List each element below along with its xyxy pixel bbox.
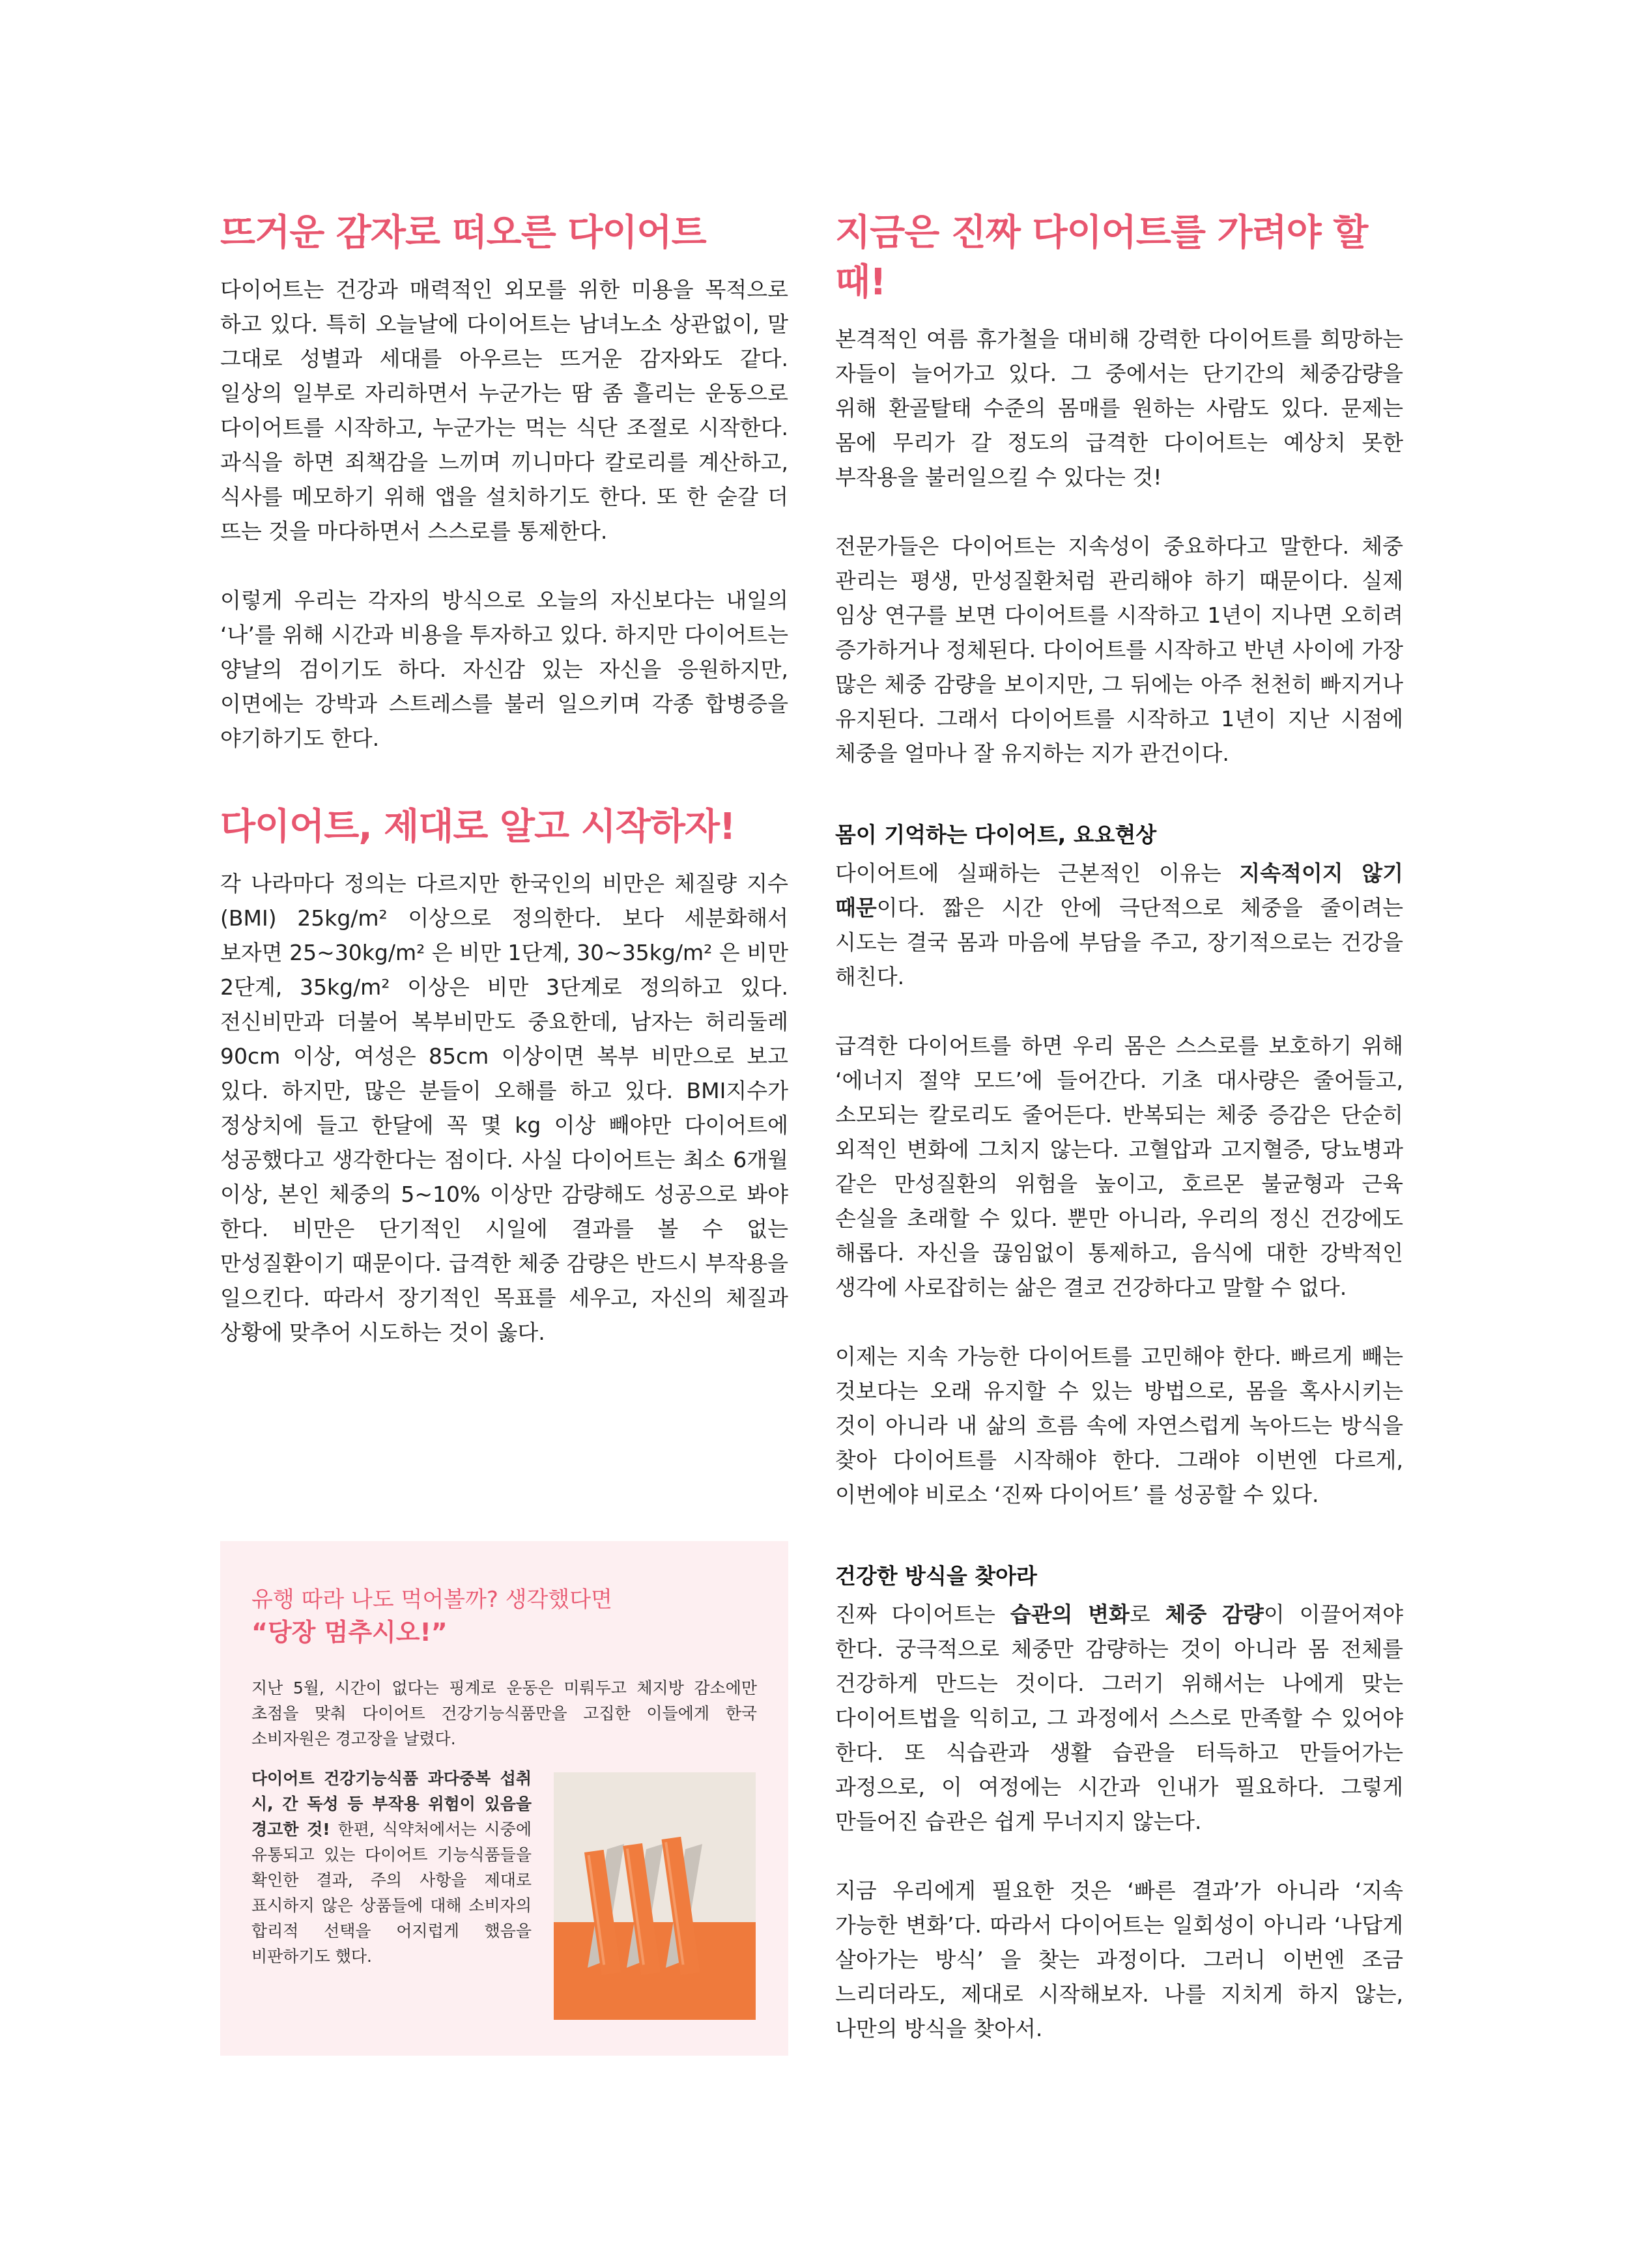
callout-rest: 한편, 식약처에서는 시중에 유통되고 있는 다이어트 기능식품들을 확인한 결과, 주의 사항을 제대로 표시하지 않은 상품들에 대해 소비자의 합리적 선택을 어지럽게 했음을 비판하기도 했다. bbox=[251, 1820, 532, 1966]
paragraph: 이렇게 우리는 각자의 방식으로 오늘의 자신보다는 내일의 ‘나’를 위해 시간과 비용을 투자하고 있다. 하지만 다이어트는 양날의 검이기도 하다. 자신감 있는 자신을 응원하지만, 이면에는 강박과 스트레스를 불러 일으키며 각종 합병증을 야기하기도 한다. bbox=[220, 588, 788, 751]
right-column bbox=[835, 208, 1403, 2046]
bold-phrase: 습관의 변화 bbox=[1010, 1602, 1130, 1627]
paragraph: 지금 우리에게 필요한 것은 ‘빠른 결과’가 아니라 ‘지속 가능한 변화’다. 따라서 다이어트는 일회성이 아니라 ‘나답게 살아가는 방식’ 을 찾는 과정이다. 그러니 이번엔 조금 느리더라도, 제대로 시작해보자. 나를 지치게 하지 않는, 나만의 방식을 찾아서. bbox=[835, 1878, 1403, 2041]
callout-bold-warning: 다이어트 건강기능식품 과다중복 섭취 시, 간 독성 등 부작용 위험이 있음을 경고한 것! bbox=[251, 1769, 532, 1839]
paragraph: 전문가들은 다이어트는 지속성이 중요하다고 말한다. 체중 관리는 평생, 만성질환처럼 관리해야 하기 때문이다. 실제 임상 연구를 보면 다이어트를 시작하고 1년이 지나면 오히려 증가하거나 정체된다. 다이어트를 시작하고 반년 사이에 가장 많은 체중 감량을 보이지만, 그 뒤에는 아주 천천히 빠지거나 유지된다. 그래서 다이어트를 시작하고 1년이 지난 시점에 체중을 얼마나 잘 유지하는 지가 관건이다. bbox=[835, 533, 1403, 766]
product-sticks-image bbox=[554, 1772, 756, 2020]
warning-callout-box bbox=[220, 1541, 788, 2056]
bold-phrase: 지속적이지 않기 때문 bbox=[835, 860, 1404, 920]
callout-body bbox=[251, 1766, 532, 2020]
callout-kicker: 유행 따라 나도 먹어볼까? 생각했다면 bbox=[251, 1587, 612, 1613]
paragraph: 다이어트에 실패하는 근본적인 이유는 지속적이지 않기 때문이다. 짧은 시간 안에 극단적으로 체중을 줄이려는 시도는 결국 몸과 마음에 부담을 주고, 장기적으로는 건강을 해친다. bbox=[835, 860, 1404, 989]
bold-phrase: 체중 감량 bbox=[1165, 1602, 1264, 1627]
subhead-healthy-way: 건강한 방식을 찾아라 bbox=[835, 1563, 1037, 1589]
callout-intro: 지난 5월, 시간이 없다는 핑계로 운동은 미뤄두고 체지방 감소에만 초점을 맞춰 다이어트 건강기능식품만을 고집한 이들에게 한국 소비자원은 경고장을 날렸다. bbox=[251, 1679, 757, 1748]
section-title-hot-potato: 뜨거운 감자로 떠오른 다이어트 bbox=[220, 212, 706, 254]
paragraph: 다이어트는 건강과 매력적인 외모를 위한 미용을 목적으로 하고 있다. 특히 오늘날에 다이어트는 남녀노소 상관없이, 말 그대로 성별과 세대를 아우르는 뜨거운 감자와도 같다. 일상의 일부로 자리하면서 누군가는 땀 좀 흘리는 운동으로 다이어트를 시작하고, 누군가는 먹는 식단 조절로 시작한다. 과식을 하면 죄책감을 느끼며 끼니마다 칼로리를 계산하고, 식사를 메모하기 위해 앱을 설치하기도 한다. 또 한 숟갈 더 뜨는 것을 마다하면서 스스로를 통제한다. bbox=[220, 277, 788, 544]
section-title-know-properly: 다이어트, 제대로 알고 시작하자! bbox=[220, 806, 735, 848]
paragraph: 급격한 다이어트를 하면 우리 몸은 스스로를 보호하기 위해 ‘에너지 절약 모드’에 들어간다. 기초 대사량은 줄어들고, 소모되는 칼로리도 줄어든다. 반복되는 체중 증감은 단순히 외적인 변화에 그치지 않는다. 고혈압과 고지혈증, 당뇨병과 같은 만성질환의 위험을 높이고, 호르몬 불균형과 근육 손실을 초래할 수 있다. 뿐만 아니라, 우리의 정신 건강에도 해롭다. 자신을 끊임없이 통제하고, 음식에 대한 강박적인 생각에 사로잡히는 삶은 결코 건강하다고 말할 수 없다. bbox=[835, 1033, 1403, 1300]
paragraph: 진짜 다이어트는 습관의 변화로 체중 감량이 이끌어져야 한다. 궁극적으로 체중만 감량하는 것이 아니라 몸 전체를 건강하게 만드는 것이다. 그러기 위해서는 나에게 맞는 다이어트법을 익히고, 그 과정에서 스스로 만족할 수 있어야 한다. 또 식습관과 생활 습관을 터득하고 만들어가는 과정으로, 이 여정에는 시간과 인내가 필요하다. 그렇게 만들어진 습관은 쉽게 무너지지 않는다. bbox=[835, 1602, 1403, 1834]
paragraph: 각 나라마다 정의는 다르지만 한국인의 비만은 체질량 지수(BMI) 25kg/m² 이상으로 정의한다. 보다 세분화해서 보자면 25~30kg/m² 은 비만 1단계, 30~35kg/m² 은 비만 2단계, 35kg/m² 이상은 비만 3단계로 정의하고 있다. 전신비만과 더불어 복부비만도 중요한데, 남자는 허리둘레 90cm 이상, 여성은 85cm 이상이면 복부 비만으로 보고 있다. 하지만, 많은 분들이 오해를 하고 있다. BMI지수가 정상치에 들고 한달에 꼭 몇 kg 이상 빼야만 다이어트에 성공했다고 생각한다는 점이다. 사실 다이어트는 최소 6개월 이상, 본인 체중의 5~10% 이상만 감량해도 성공으로 봐야 한다. 비만은 단기적인 시일에 결과를 볼 수 없는 만성질환이기 때문이다. 급격한 체중 감량은 반드시 부작용을 일으킨다. 따라서 장기적인 목표를 세우고, 자신의 체질과 상황에 맞추어 시도하는 것이 옳다. bbox=[220, 871, 788, 1345]
paragraph: 이제는 지속 가능한 다이어트를 고민해야 한다. 빠르게 빼는 것보다는 오래 유지할 수 있는 방법으로, 몸을 혹사시키는 것이 아니라 내 삶의 흐름 속에 자연스럽게 녹아드는 방식을 찾아 다이어트를 시작해야 한다. 그래야 이번엔 다르게, 이번에야 비로소 ‘진짜 다이어트’ 를 성공할 수 있다. bbox=[835, 1344, 1403, 1507]
section-title-real-diet: 지금은 진짜 다이어트를 가려야 할 때! bbox=[835, 212, 1368, 304]
paragraph: 본격적인 여름 휴가철을 대비해 강력한 다이어트를 희망하는 자들이 늘어가고 있다. 그 중에서는 단기간의 체중감량을 위해 환골탈태 수준의 몸매를 원하는 사람도 있다. 문제는 몸에 무리가 갈 정도의 급격한 다이어트는 예상치 못한 부작용을 불러일으킬 수 있다는 것! bbox=[835, 326, 1403, 490]
subhead-yoyo: 몸이 기억하는 다이어트, 요요현상 bbox=[835, 822, 1157, 847]
callout-headline: “당장 멈추시오!” bbox=[251, 1618, 448, 1647]
left-column bbox=[220, 208, 788, 1350]
